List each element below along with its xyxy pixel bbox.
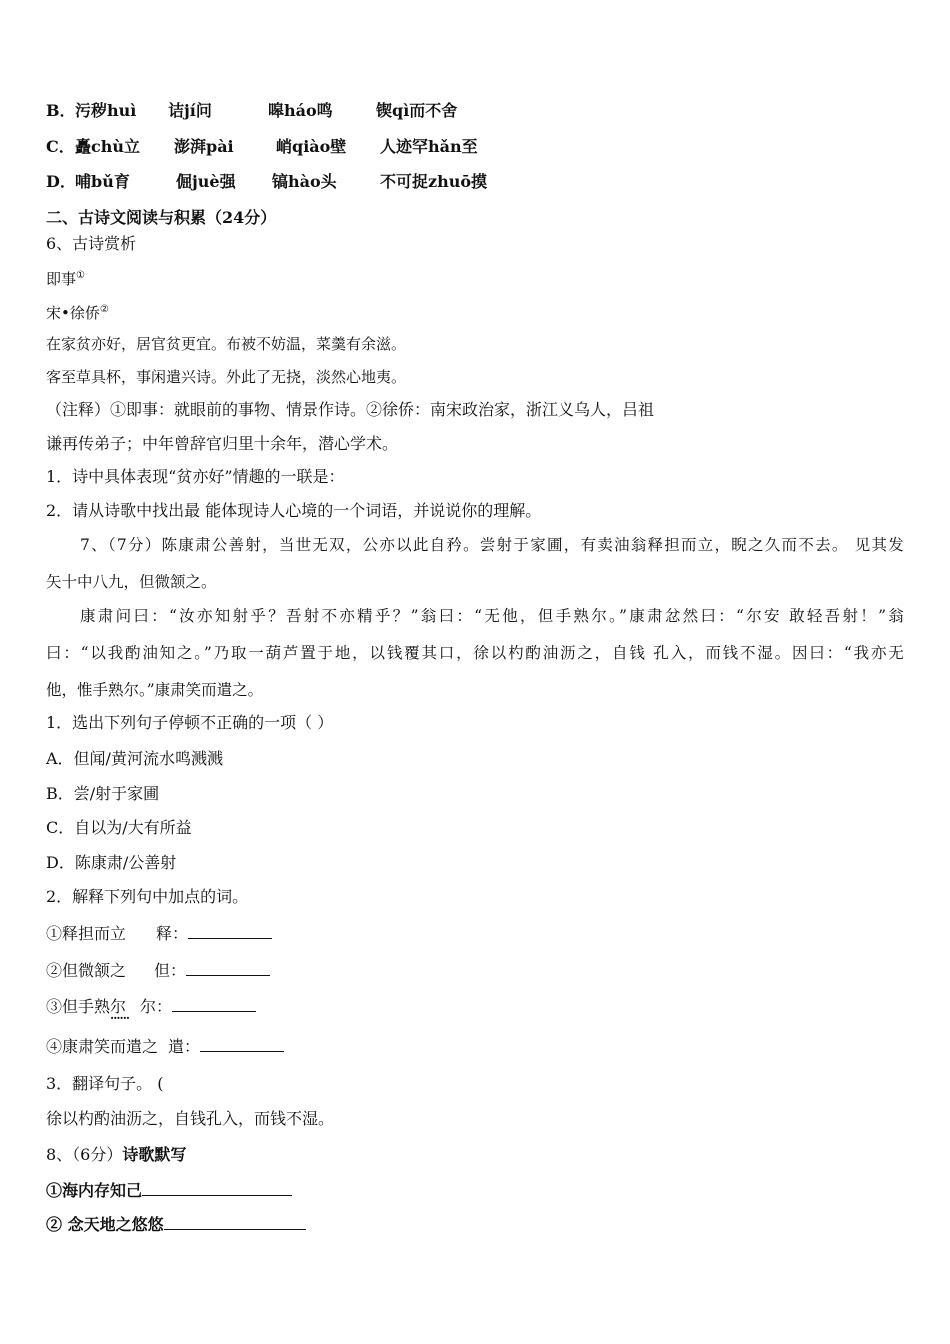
option-item: 人迹罕hǎn至 xyxy=(380,137,478,156)
option-item: 镐hào头 xyxy=(272,172,337,191)
poem-note: （注释）①即事：就眼前的事物、情景作诗。②徐侨：南宋政治家，浙江义乌人，吕祖 xyxy=(46,400,655,419)
option-item: 澎湃pài xyxy=(174,137,234,156)
option-label: D． xyxy=(46,172,76,191)
question-7-1: 1．选出下列句子停顿不正确的一项（ ） xyxy=(46,713,334,732)
question-6-title: 6、古诗赏析 xyxy=(46,234,137,253)
dictation-line: ② 念天地之悠悠 xyxy=(46,1214,306,1235)
passage-line: 矢十中八九，但微颔之。 xyxy=(46,573,217,591)
passage-line: 曰：“以我酌油知之。”乃取一葫芦置于地，以钱覆其口，徐以杓酌油沥之，自钱 孔入，而钱不湿。因曰：“我亦无 xyxy=(46,644,904,662)
poem-title: 即事① xyxy=(46,270,85,288)
answer-blank[interactable] xyxy=(200,1036,284,1052)
choice-c: C．自以为/大有所益 xyxy=(46,818,192,837)
poem-line: 客至草具杯，事闲遣兴诗。外此了无挠，淡然心地夷。 xyxy=(46,368,407,386)
choice-a: A．但闻/黄河流水鸣溅溅 xyxy=(46,749,223,768)
answer-blank[interactable] xyxy=(186,960,270,976)
question-6-1: 1．诗中具体表现“贫亦好”情趣的一联是： xyxy=(46,467,345,486)
question-6-2: 2．请从诗歌中找出最 能体现诗人心境的一个词语，并说说你的理解。 xyxy=(46,501,542,520)
question-7-3: 3．翻译句子。 ( xyxy=(46,1074,164,1093)
translate-sentence: 徐以杓酌油沥之，自钱孔入，而钱不湿。 xyxy=(46,1109,335,1128)
passage-line: 他，惟手熟尔。”康肃笑而遣之。 xyxy=(46,681,264,699)
option-item: 峭qiào壁 xyxy=(276,137,347,156)
poem-author: 宋•徐侨② xyxy=(46,304,109,322)
option-item: 嗥háo鸣 xyxy=(268,101,333,120)
passage-line: 7、（7分）陈康肃公善射，当世无双，公亦以此自矜。尝射于家圃，有卖油翁释担而立，睨之久而不去。 见其发 xyxy=(80,536,904,554)
explain-item: ③但手熟尔 ...... 尔： xyxy=(46,996,256,1017)
poem-line: 在家贫亦好，居官贫更宜。布被不妨温，菜羹有余滋。 xyxy=(46,335,407,353)
explain-item: ④康肃笑而遣之 遣： xyxy=(46,1036,284,1057)
section-title: 二、古诗文阅读与积累（24分） xyxy=(46,208,277,227)
choice-d: D．陈康肃/公善射 xyxy=(46,853,177,872)
answer-blank[interactable] xyxy=(188,923,272,939)
option-label: B． xyxy=(46,101,76,120)
answer-blank[interactable] xyxy=(142,1180,292,1196)
poem-note: 谦再传弟子；中年曾辞官归里十余年，潜心学术。 xyxy=(46,434,399,453)
passage-line: 康肃问曰：“汝亦知射乎？吾射不亦精乎？”翁曰：“无他，但手熟尔。”康肃忿然曰：“尔安 敢轻吾射！”翁 xyxy=(80,607,904,625)
option-label: C． xyxy=(46,137,75,156)
option-item: 倔juè强 xyxy=(176,172,236,191)
choice-b: B．尝/射于家圃 xyxy=(46,784,160,803)
answer-blank[interactable] xyxy=(164,1214,306,1230)
question-7-2: 2．解释下列句中加点的词。 xyxy=(46,887,249,906)
dictation-line: ①海内存知己 xyxy=(46,1180,292,1201)
answer-blank[interactable] xyxy=(172,996,256,1012)
option-item: 矗chù立 xyxy=(75,137,141,156)
option-item: 不可捉zhuō摸 xyxy=(380,172,488,191)
option-item: 污秽huì xyxy=(75,101,137,120)
explain-item: ①释担而立 释： xyxy=(46,923,272,944)
explain-item: ②但微颔之 但： xyxy=(46,960,270,981)
question-8-title: 8、（6分）诗歌默写 xyxy=(46,1145,187,1164)
option-item: 锲qì而不舍 xyxy=(376,101,458,120)
option-item: 哺bǔ育 xyxy=(75,172,130,191)
option-item: 诘jí问 xyxy=(168,101,212,120)
